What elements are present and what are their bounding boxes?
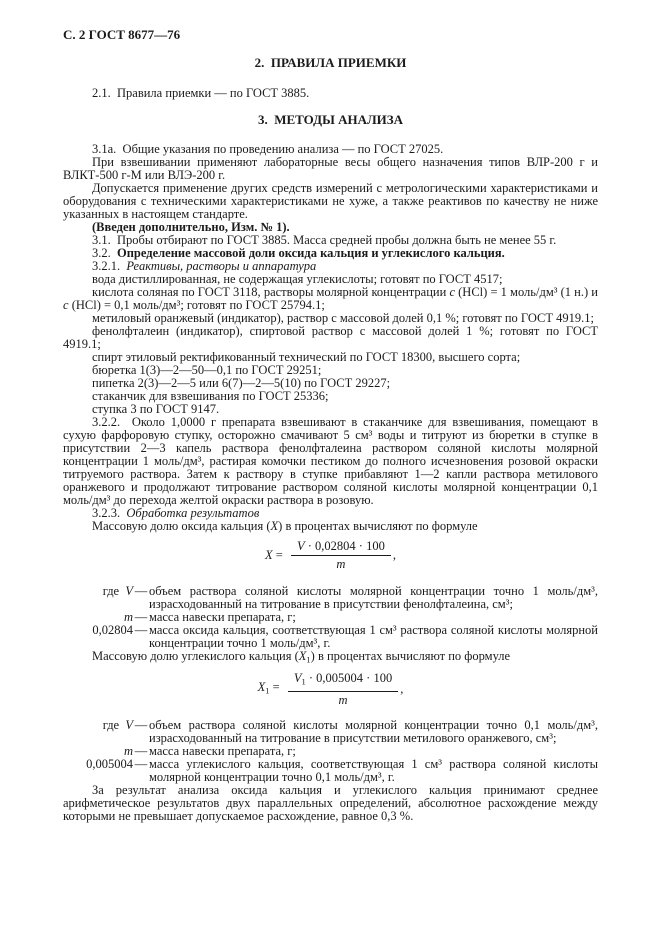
reagent-line: кислота соляная по ГОСТ 3118, растворы молярной концентрации с (HCl) = 1 моль/дм³ (1 н.) и с (HCl) = 0,1 моль/дм³; готовят по ГОСТ 25794.1; [63,285,599,313]
reagent-line: ступка 3 по ГОСТ 9147. [92,402,220,417]
where-dash: — [134,623,148,638]
where-dash: — [134,743,148,758]
paragraph-result: За результат анализа оксида кальция и углекислого кальция принимают среднее арифметическое результатов двух параллельных определений, абсолютное расхождение между которыми не превышает допускаемое расхождение, равное 0,3 %. [63,782,598,823]
where-definition: масса навески препарата, г; [149,610,296,625]
where-dash: — [134,610,148,625]
where-term: 0,02804 [92,623,133,638]
where-term: m [123,743,133,758]
section-2-heading: 2. ПРАВИЛА ПРИЕМКИ [254,55,407,70]
where-term: где V [102,717,133,732]
where-definition: объем раствора соляной кислоты молярной концентрации точно 1 моль/дм³, израсходованный на титрование в присутствии фенолфталеина, см³; [149,584,598,612]
where-term: 0,005004 [86,756,133,771]
where-definition: масса углекислого кальция, соответствующая 1 см³ раствора соляной кислоты молярной концентрации точно 0,1 моль/дм³, г. [149,756,598,784]
formula-numerator: $V_1 \cdot 0,005004 \cdot 100$ [288,672,398,692]
where-definition: объем раствора соляной кислоты молярной концентрации точно 0,1 моль/дм³, израсходованный на титрование в присутствии метилового оранжевого, см³; [149,717,598,745]
clause-3-1: 3.1. Пробы отбирают по ГОСТ 3885. Масса средней пробы должна быть не менее 55 г. [92,233,557,248]
calc-intro-calcium-carbonate: Массовую долю углекислого кальция $(X_1)$ в процентах вычисляют по формуле [92,649,511,665]
reagent-line: пипетка 2(3)—2—5 или 6(7)—2—5(10) по ГОСТ 29227; [92,376,391,391]
formula-calcium-oxide [63,539,598,572]
formula-calcium-carbonate [63,673,598,706]
where-dash: — [134,756,148,771]
section-3-heading: 3. МЕТОДЫ АНАЛИЗА [257,112,404,128]
clause-3-1a: 3.1а. Общие указания по проведению анализа — по ГОСТ 27025. [92,142,444,157]
clause-3-2-2: 3.2.2. Около 1,0000 г препарата взвешивают в стаканчике для взвешивания, помещают в сухую фарфоровую ступку, осторожно смачивают 5 см³ воды и титруют из бюретки в ступке в присутствии 2—3 капель раствора фенолфталеина раствором соляной кислоты молярной концентрации 1 моль/дм³, растирая комочки пестиком до полного исчезновения розовой окраски титруемого раствора. Затем к раствору в ступке прибавляют 1—2 капли раствора метилового оранжевого и продолжают титрование раствором соляной кислоты молярной концентрации 0,1 моль/дм³ до перехода желтой окраски раствора в розовую. [63,415,598,508]
reagent-line: вода дистиллированная, не содержащая углекислоты; готовят по ГОСТ 4517; [92,272,503,287]
formula-fraction [288,672,398,707]
where-term: где V [102,584,133,599]
formula-lhs: $X_1$ = [257,680,283,696]
where-item [63,719,598,745]
paragraph-amendment-note: (Введен дополнительно, Изм. № 1). [92,220,290,235]
where-list-calcium-carbonate [63,719,598,784]
reagent-line: метиловый оранжевый (индикатор), раствор с массовой долей 0,1 %; готовят по ГОСТ 4919.1; [92,311,594,326]
calc-intro-calcium-oxide: Массовую долю оксида кальция (X) в процентах вычисляют по формуле [92,519,478,534]
paragraph-allowed-instruments: Допускается применение других средств измерений с метрологическими характеристиками и оборудования с техническими характеристиками не хуже, а также реактивов по качеству не ниже указанных в настоящем стандарте. [63,181,598,222]
where-definition: масса навески препарата, г; [149,743,296,758]
where-term: m [123,610,133,625]
formula-trailing-comma: , [392,548,396,563]
where-list-calcium-oxide [63,585,598,650]
reagent-line: стаканчик для взвешивания по ГОСТ 25336; [92,389,329,404]
clause-3-2-3: 3.2.3. Обработка результатов [92,506,260,521]
where-item [63,624,598,650]
where-item [63,585,598,611]
running-header: С. 2 ГОСТ 8677—76 [63,27,181,42]
clause-3-2: 3.2. Определение массовой доли оксида кальция и углекислого кальция. [92,246,505,261]
formula-numerator: V · 0,02804 · 100 [291,540,391,556]
where-definition: масса оксида кальция, соответствующая 1 см³ раствора соляной кислоты молярной концентрации точно 1 моль/дм³, г. [149,623,598,651]
clause-3-2-1: 3.2.1. Реактивы, растворы и аппаратура [92,259,317,274]
reagent-line: бюретка 1(3)—2—50—0,1 по ГОСТ 29251; [92,363,322,378]
where-dash: — [134,717,148,732]
formula-lhs: X = [265,548,286,563]
paragraph-weighing: При взвешивании применяют лабораторные весы общего назначения типов ВЛР-200 г и ВЛКТ-500 г-М или ВЛЭ-200 г. [63,155,598,183]
text-block [63,28,598,823]
where-dash: — [134,584,148,599]
reagent-line: спирт этиловый ректификованный технический по ГОСТ 18300, высшего сорта; [92,350,521,365]
reagent-line: фенолфталеин (индикатор), спиртовой раствор с массовой долей 1 %; готовят по ГОСТ 4919.1; [63,324,598,352]
where-item [63,758,598,784]
clause-2-1: 2.1. Правила приемки — по ГОСТ 3885. [92,86,310,101]
formula-denominator: m [338,692,348,707]
formula-denominator: m [336,557,346,572]
formula-trailing-comma: , [400,681,404,696]
formula-fraction [291,540,391,571]
